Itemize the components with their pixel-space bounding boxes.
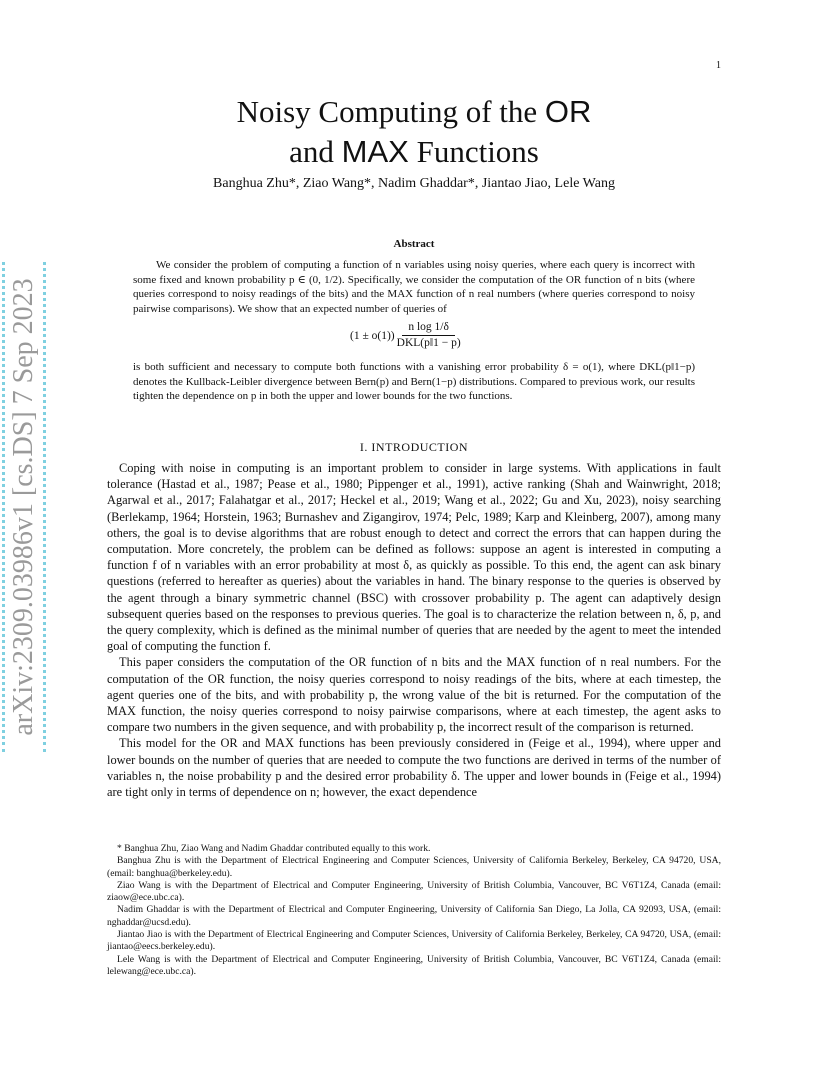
footnote-affiliation: Lele Wang is with the Department of Electrical and Computer Engineering, University of British Columbia, Vancouver, BC V6T1Z4, Canada (email: lelewang@ece.ubc.ca). [107, 953, 721, 977]
intro-paragraph-3: This model for the OR and MAX functions has been previously considered in (Feige et al., 1994), where upper and lower bounds on the number of queries that are needed to compute the two functions are derived in terms of the number of variables n, the noise probability p and the desired error probability δ. The upper and lower bounds in (Feige et al., 1994) are tight only in terms of dependence on n; however, the exact dependence [107, 736, 721, 800]
paper-title [110, 92, 718, 172]
author-list: Banghua Zhu*, Ziao Wang*, Nadim Ghaddar*, Jiantao Jiao, Lele Wang [213, 176, 615, 191]
formula-denominator: DKL(p‖1 − p) [396, 337, 461, 349]
intro-paragraph-2: This paper considers the computation of the OR function of n bits and the MAX function of n real numbers. For the computation of the OR function, the noisy queries correspond to noisy readings of the bits, where at each timestep, the agent queries one of the bits, and with probability p, the wrong value of the bit is returned. For the computation of the MAX function, the noisy queries correspond to noisy pairwise comparisons, where at each timestep, the agent asks to compare two numbers in the given sequence, and with probability p, the incorrect result of the comparison is returned. [107, 655, 721, 735]
title-line1-text: Noisy Computing of the [236, 94, 545, 129]
title-line2-text: and [289, 134, 342, 169]
footnote-affiliation: Jiantao Jiao is with the Department of Electrical Engineering and Computer Sciences, University of California Berkeley, Berkeley, CA 94720, USA, (email: jiantao@eecs.berkeley.edu). [107, 929, 721, 953]
title-max-term: MAX [341, 134, 409, 169]
formula-numerator: n log 1/δ [402, 320, 455, 336]
footnote-equal-contribution: * Banghua Zhu, Ziao Wang and Nadim Ghaddar contributed equally to this work. [117, 843, 431, 854]
footnote-affiliation: Banghua Zhu is with the Department of Electrical Engineering and Computer Sciences, University of California Berkeley, Berkeley, CA 94720, USA, (email: banghua@berkeley.edu). [107, 855, 721, 879]
title-line2-end: Functions [408, 134, 539, 169]
formula-prefix: (1 ± o(1)) [350, 329, 395, 342]
query-complexity-formula [350, 320, 461, 351]
arxiv-stamp: arXiv:2309.03986v1 [cs.DS] 7 Sep 2023 [2, 262, 46, 752]
abstract-paragraph-1: We consider the problem of computing a function of n variables using noisy queries, where each query is incorrect with some fixed and known probability p ∈ (0, 1/2). Specifically, we consider the computation of the OR function of n bits (where queries correspond to noisy readings of the bits) and the MAX function of n real numbers (where queries correspond to noisy pairwise comparisons). We show that an expected number of queries of [133, 259, 695, 315]
introduction-body [107, 460, 721, 800]
footnote-affiliation: Ziao Wang is with the Department of Electrical and Computer Engineering, University of British Columbia, Vancouver, BC V6T1Z4, Canada (email: ziaow@ece.ubc.ca). [107, 879, 721, 904]
abstract-heading: Abstract [393, 238, 435, 250]
page-number: 1 [716, 60, 721, 71]
formula-fraction [397, 320, 461, 351]
abstract-paragraph-2: is both sufficient and necessary to compute both functions with a vanishing error probability δ = o(1), where DKL(p‖1−p) denotes the Kullback-Leibler divergence between Bern(p) and Bern(1−p) distributions. Compared to previous work, our results tighten the dependence on p in both the upper and lower bounds for the two functions. [133, 361, 695, 403]
section-heading-introduction: I. INTRODUCTION [359, 440, 469, 454]
footnote-affiliation: Nadim Ghaddar is with the Department of Electrical and Computer Engineering, University of California San Diego, La Jolla, CA 92093, USA, (email: nghaddar@ucsd.edu). [107, 904, 721, 928]
title-or-term: OR [544, 94, 592, 129]
intro-paragraph-1: Coping with noise in computing is an important problem to consider in large systems. With applications in fault tolerance (Hastad et al., 1987; Pease et al., 1980; Pippenger et al., 1991), active ranking (Shah and Wainwright, 2018; Agarwal et al., 2017; Falahatgar et al., 2017; Heckel et al., 2019; Wang et al., 2022; Gu and Xu, 2023), noisy searching (Berlekamp, 1964; Horstein, 1963; Burnashev and Zigangirov, 1974; Pelc, 1989; Karp and Kleinberg, 2007), among many others, the goal is to devise algorithms that are robust enough to detect and correct the errors that can happen during the computation. More concretely, the problem can be defined as follows: suppose an agent is interested in computing a function f of n variables with an error probability at most δ, as quickly as possible. To this end, the agent can ask binary questions (referred to hereafter as queries) about the variables in hand. The binary response to the queries is observed by the agent through a binary symmetric channel (BSC) with crossover probability p. The agent can adaptively design subsequent queries based on the responses to previous queries. The goal is to characterize the relation between n, δ, p, and the query complexity, which is defined as the minimal number of queries that are needed by the agent to meet the intended goal of computing the function f. [107, 461, 721, 654]
footnotes [107, 843, 721, 978]
